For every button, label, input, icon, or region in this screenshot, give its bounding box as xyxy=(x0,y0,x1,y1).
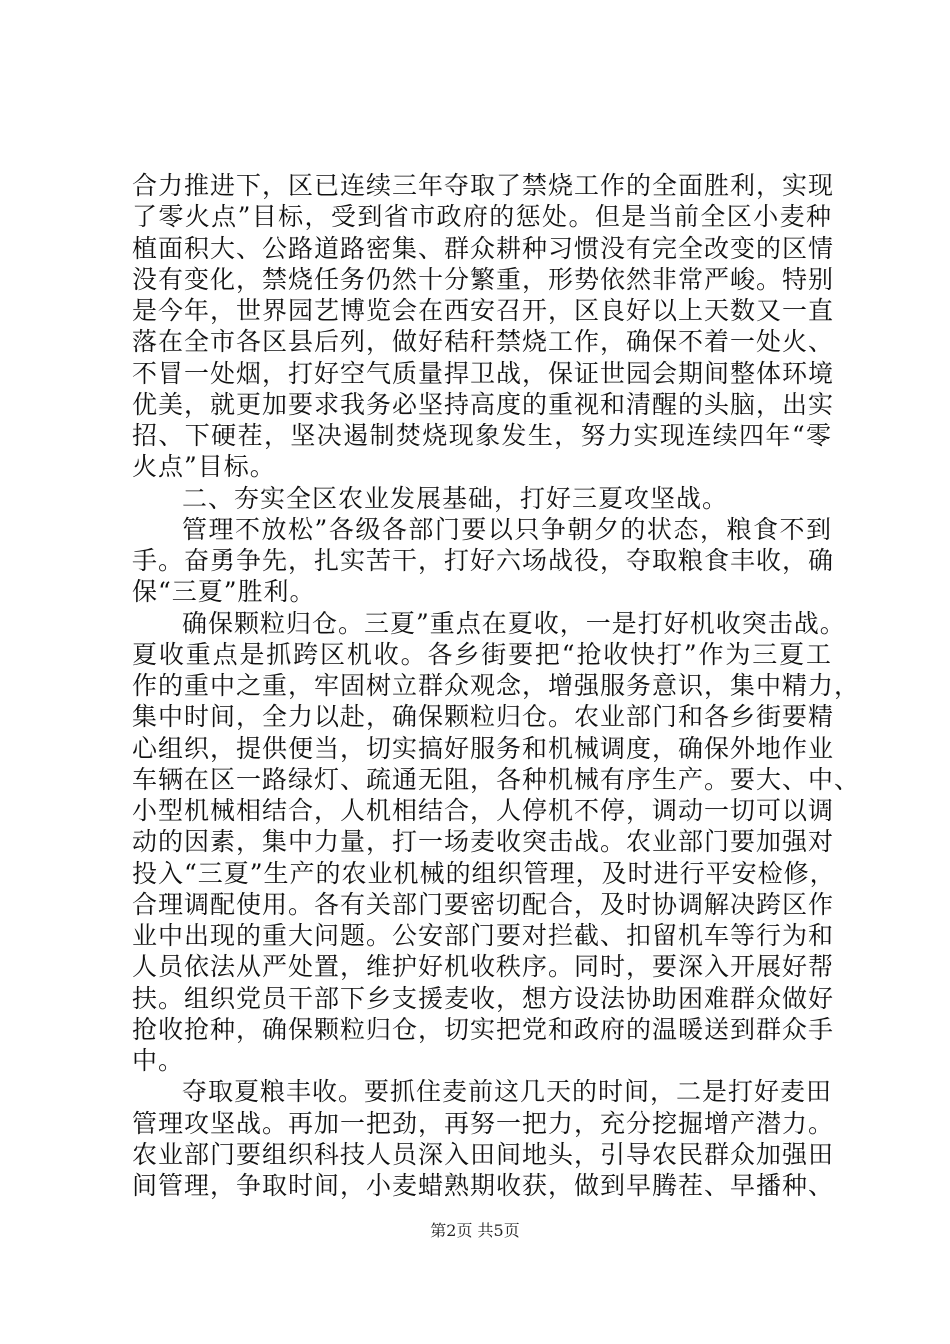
text-line: 手。奋勇争先，扎实苦干，打好六场战役，夺取粮食丰收，确 xyxy=(132,546,835,575)
text-line: 人员依法从严处置，维护好机收秩序。同时，要深入开展好帮 xyxy=(132,952,835,982)
text-line: 扶。组织党员干部下乡支援麦收，想方设法协助困难群众做好 xyxy=(132,983,835,1013)
text-line: 夏收重点是抓跨区机收。各乡街要把“抢收快打”作为三夏工 xyxy=(132,639,832,669)
text-line: 农业部门要组织科技人员深入田间地头，引导农民群众加强田 xyxy=(132,1139,835,1169)
text-line: 确保颗粒归仓。三夏”重点在夏收，一是打好机收突击战。 xyxy=(182,608,846,638)
text-line: 动的因素，集中力量，打一场麦收突击战。农业部门要加强对 xyxy=(132,827,835,857)
text-line: 招、下硬茬，坚决遏制焚烧现象发生，努力实现连续四年“零 xyxy=(132,421,832,450)
text-line: 火点”目标。 xyxy=(132,452,276,482)
text-line: 车辆在区一路绿灯、疏通无阻，各种机械有序生产。要大、中、 xyxy=(132,764,861,794)
text-line: 业中出现的重大问题。公安部门要对拦截、扣留机车等行为和 xyxy=(132,921,835,950)
text-line: 优美，就更加要求我务必坚持高度的重视和清醒的头脑，出实 xyxy=(132,389,835,419)
text-line: 落在全市各区县后列，做好秸秆禁烧工作，确保不着一处火、 xyxy=(132,327,835,357)
text-line: 管理攻坚战。再加一把劲，再努一把力，充分挖掘增产潜力。 xyxy=(132,1108,835,1138)
text-line: 小型机械相结合，人机相结合，人停机不停，调动一切可以调 xyxy=(132,796,835,825)
text-line: 植面积大、公路道路密集、群众耕种习惯没有完全改变的区情 xyxy=(132,233,835,263)
text-line: 抢收抢种，确保颗粒归仓，切实把党和政府的温暖送到群众手 xyxy=(132,1014,835,1044)
text-line: 是今年，世界园艺博览会在西安召开，区良好以上天数又一直 xyxy=(132,296,835,325)
text-line: 作的重中之重，牢固树立群众观念，增强服务意识，集中精力， xyxy=(132,671,861,700)
text-line: 合理调配使用。各有关部门要密切配合，及时协调解决跨区作 xyxy=(132,889,835,919)
text-line: 心组织，提供便当，切实搞好服务和机械调度，确保外地作业 xyxy=(132,733,835,763)
page-number: 第2页 共5页 xyxy=(430,1221,520,1240)
text-line: 合力推进下，区已连续三年夺取了禁烧工作的全面胜利，实现 xyxy=(132,171,835,200)
text-line: 了零火点”目标，受到省市政府的惩处。但是当前全区小麦种 xyxy=(132,202,832,232)
text-line: 投入“三夏”生产的农业机械的组织管理，及时进行平安检修， xyxy=(132,858,836,888)
text-line: 集中时间，全力以赴，确保颗粒归仓。农业部门和各乡街要精 xyxy=(132,702,835,732)
text-line: 夺取夏粮丰收。要抓住麦前这几天的时间，二是打好麦田 xyxy=(182,1077,833,1107)
text-line: 间管理，争取时间，小麦蜡熟期收获，做到早腾茬、早播种、 xyxy=(132,1171,835,1200)
text-line: 不冒一处烟，打好空气质量捍卫战，保证世园会期间整体环境 xyxy=(132,358,835,388)
section-heading: 二、夯实全区农业发展基础，打好三夏攻坚战。 xyxy=(182,483,729,513)
text-line: 管理不放松”各级各部门要以只争朝夕的状态，粮食不到 xyxy=(182,514,832,544)
text-line: 没有变化，禁烧任务仍然十分繁重，形势依然非常严峻。特别 xyxy=(132,264,835,294)
text-line: 中。 xyxy=(132,1046,185,1075)
text-line: 保“三夏”胜利。 xyxy=(132,577,316,607)
